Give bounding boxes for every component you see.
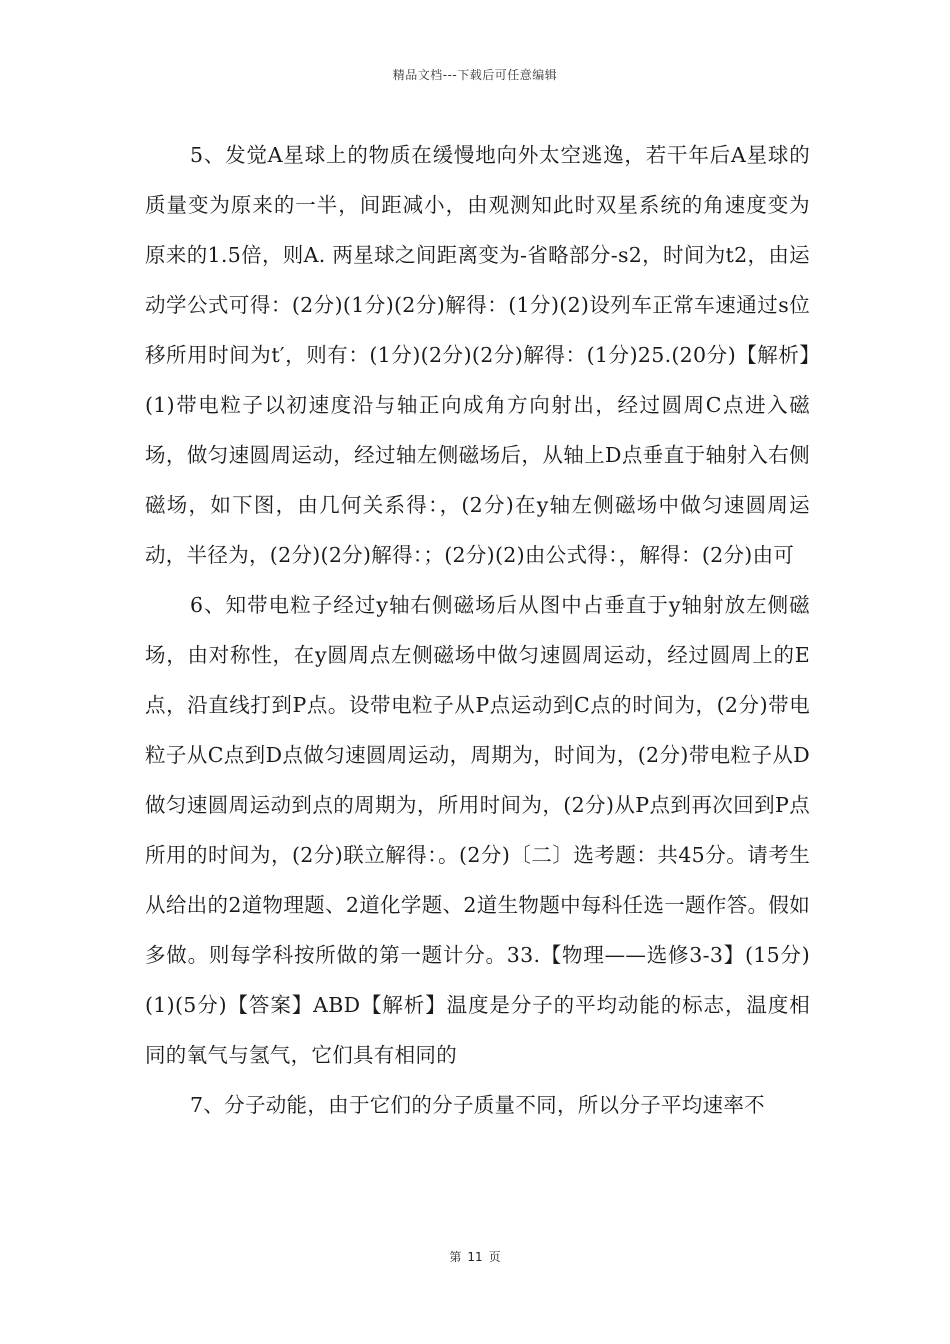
page-header: 精品文档---下载后可任意编辑 xyxy=(392,68,558,82)
page-number: 11 xyxy=(467,1250,483,1264)
paragraph-7: 7、分子动能，由于它们的分子质量不同，所以分子平均速率不 xyxy=(190,1093,765,1117)
footer-prefix: 第 xyxy=(449,1250,462,1264)
paragraph-5: 5、发觉A星球上的物质在缓慢地向外太空逃逸，若干年后A星球的质量变为原来的一半，间距减小，由观测知此时双星系统的角速度变为原来的1.5倍，则A. 两星球之间距离变为-省略部分-s2，时间为t2，由运动学公式可得：(2分)(1分)(2分)解得：(1分)(2)设列车正常车速通过s位移所用时间为t′，则有：(1分)(2分)(2分)解得：(1分)25.(20分)【解析】(1)带电粒子以初速度沿与轴正向成角方向射出，经过圆周C点进入磁场，做匀速圆周运动，经过轴左侧磁场后，从轴上D点垂直于轴射入右侧磁场，如下图，由几何关系得：，(2分)在y轴左侧磁场中做匀速圆周运动，半径为，(2分)(2分)解得：；(2分)(2)由公式得：，解得：(2分)由可 xyxy=(145,143,810,567)
page-footer xyxy=(0,1248,950,1265)
footer-suffix: 页 xyxy=(488,1250,501,1264)
document-body xyxy=(145,130,810,1130)
paragraph-6: 6、知带电粒子经过y轴右侧磁场后从图中占垂直于y轴射放左侧磁场，由对称性，在y圆周点左侧磁场中做匀速圆周运动，经过圆周上的E点，沿直线打到P点。设带电粒子从P点运动到C点的时间为，(2分)带电粒子从C点到D点做匀速圆周运动，周期为，时间为，(2分)带电粒子从D做匀速圆周运动到点的周期为，所用时间为，(2分)从P点到再次回到P点所用的时间为，(2分)联立解得：。(2分)〔二〕选考题：共45分。请考生从给出的2道物理题、2道化学题、2道生物题中每科任选一题作答。假如多做。则每学科按所做的第一题计分。33.【物理——选修3-3】(15分)(1)(5分)【答案】ABD【解析】温度是分子的平均动能的标志，温度相同的氧气与氢气，它们具有相同的 xyxy=(145,593,810,1067)
